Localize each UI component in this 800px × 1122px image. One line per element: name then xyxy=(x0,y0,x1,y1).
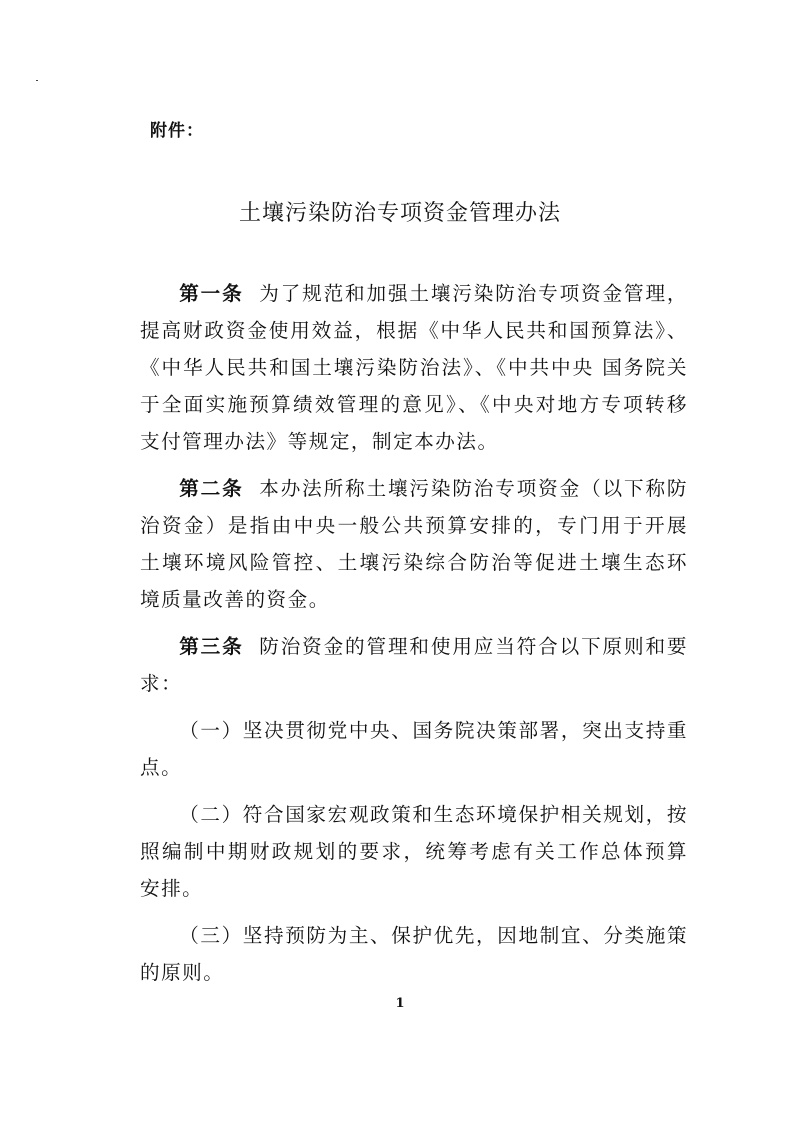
document-body xyxy=(140,275,688,1001)
article-3 xyxy=(140,628,688,702)
article-label: 第二条 xyxy=(179,477,244,500)
article-text: 为了规范和加强土壤污染防治专项资金管理，提高财政资金使用效益，根据《中华人民共和国预算法》、《中华人民共和国土壤污染防治法》、《中共中央 国务院关于全面实施预算绩效管理的意见》、《中央对地方专项转移支付管理办法》等规定，制定本办法。 xyxy=(140,282,689,453)
attachment-label: 附件： xyxy=(150,121,204,141)
scan-speck xyxy=(36,80,38,81)
article-label: 第一条 xyxy=(179,282,244,305)
article-2 xyxy=(140,470,688,618)
article-1 xyxy=(140,275,688,460)
document-title: 土壤污染防治专项资金管理办法 xyxy=(238,201,561,226)
article-text: 本办法所称土壤污染防治专项资金（以下称防治资金）是指由中央一般公共预算安排的，专门用于开展土壤环境风险管控、土壤污染综合防治等促进土壤生态环境质量改善的资金。 xyxy=(140,477,689,611)
list-item-1: （一）坚决贯彻党中央、国务院决策部署，突出支持重点。 xyxy=(140,719,688,779)
article-text: 防治资金的管理和使用应当符合以下原则和要求： xyxy=(140,635,689,695)
page-number: 1 xyxy=(395,996,405,1011)
list-item-3: （三）坚持预防为主、保护优先，因地制宜、分类施策的原则。 xyxy=(140,924,688,984)
article-label: 第三条 xyxy=(179,635,244,658)
list-item-2: （二）符合国家宏观政策和生态环境保护相关规划，按照编制中期财政规划的要求，统筹考虑有关工作总体预算安排。 xyxy=(140,803,688,900)
